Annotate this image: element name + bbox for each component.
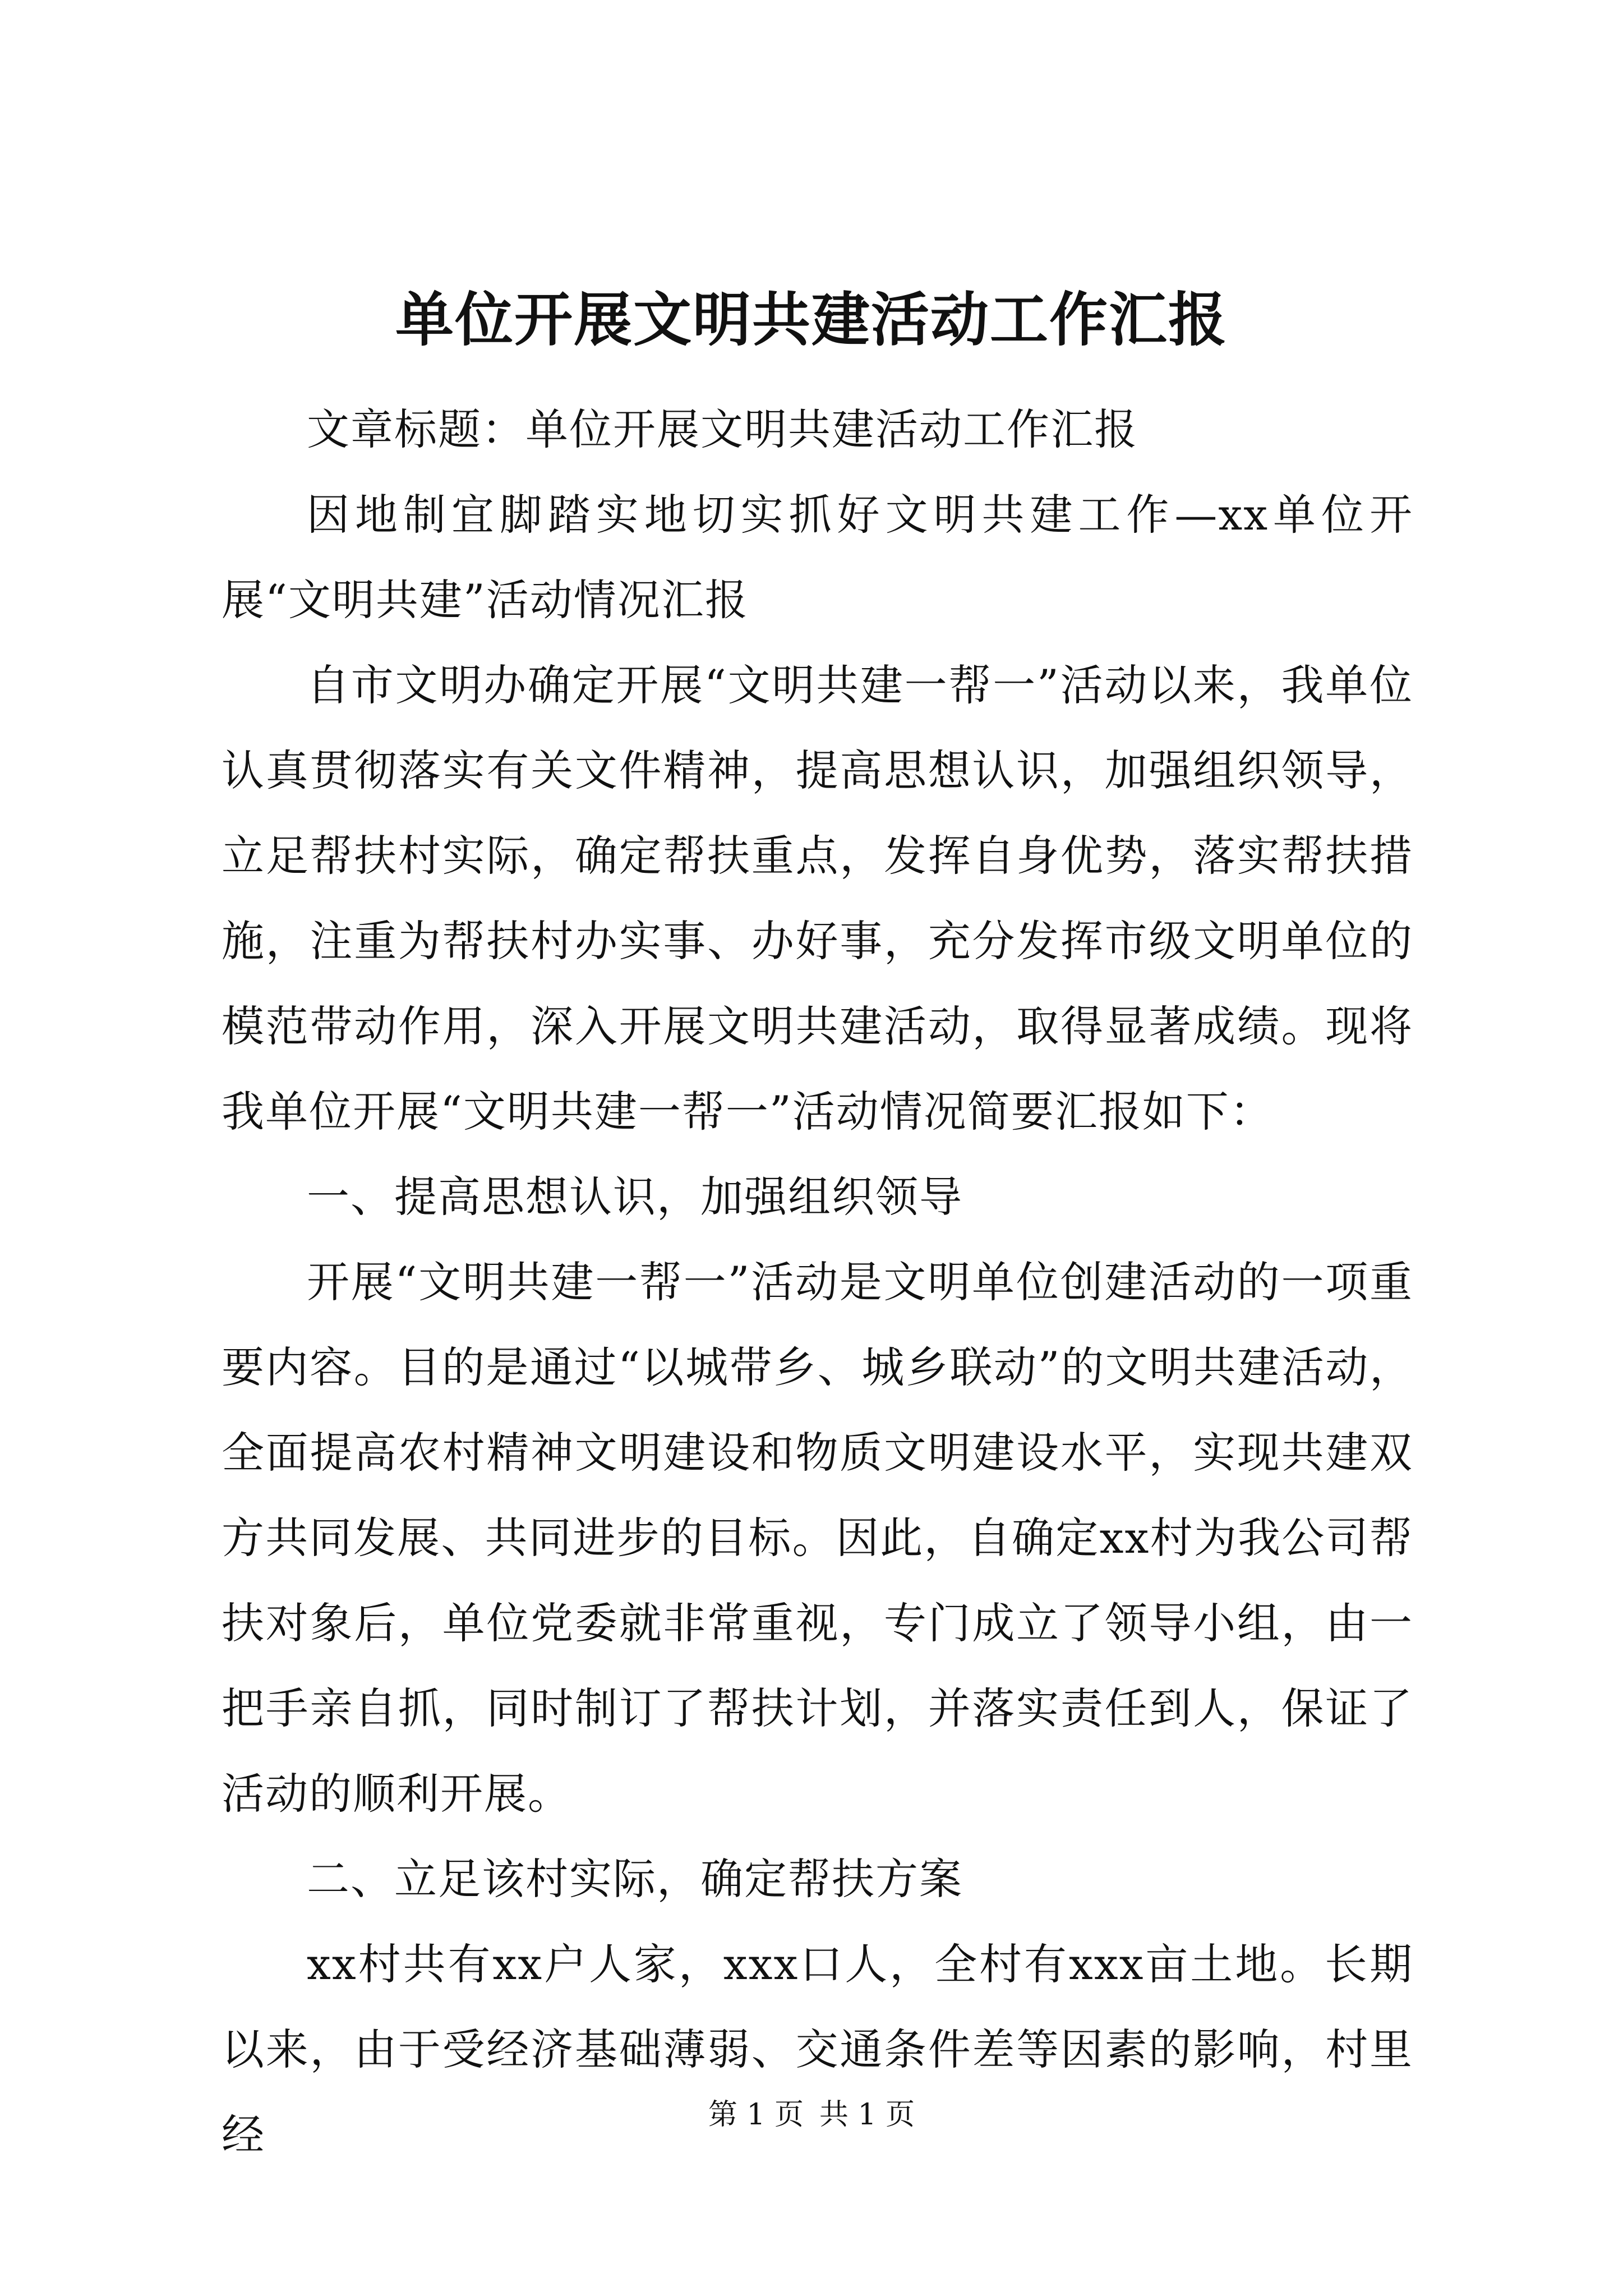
page-total: 共 1 页 xyxy=(819,2098,915,2132)
document-title: 单位开展文明共建活动工作汇报 xyxy=(395,285,1228,354)
section-heading-2: 二、立足该村实际，确定帮扶方案 xyxy=(307,1854,963,1904)
section-2-paragraph: xx村共有xx户人家，xxx口人，全村有xxx亩土地。长期以来，由于受经济基础薄弱、交通条件差等因素的影响，村里经 xyxy=(222,1939,1413,2160)
section-heading-1: 一、提高思想认识，加强组织领导 xyxy=(307,1172,963,1222)
document-body xyxy=(222,387,1413,2178)
article-title-line: 文章标题：单位开展文明共建活动工作汇报 xyxy=(307,404,1138,454)
intro-paragraph: 自市文明办确定开展“文明共建一帮一”活动以来，我单位认真贯彻落实有关文件精神，提高思想认识，加强组织领导，立足帮扶村实际，确定帮扶重点，发挥自身优势，落实帮扶措施，注重为帮扶村办实事、办好事，充分发挥市级文明单位的模范带动作用，深入开展文明共建活动，取得显著成绩。现将我单位开展“文明共建一帮一”活动情况简要汇报如下： xyxy=(222,660,1413,1137)
page-footer xyxy=(0,2092,1623,2137)
page-number: 第 1 页 xyxy=(708,2098,804,2132)
section-1-paragraph: 开展“文明共建一帮一”活动是文明单位创建活动的一项重要内容。目的是通过“以城带乡、城乡联动”的文明共建活动，全面提高农村精神文明建设和物质文明建设水平，实现共建双方共同发展、共同进步的目标。因此，自确定xx村为我公司帮扶对象后，单位党委就非常重视，专门成立了领导小组，由一把手亲自抓，同时制订了帮扶计划，并落实责任到人，保证了活动的顺利开展。 xyxy=(222,1257,1413,1819)
subtitle-paragraph: 因地制宜脚踏实地切实抓好文明共建工作—xx单位开展“文明共建”活动情况汇报 xyxy=(222,490,1413,625)
